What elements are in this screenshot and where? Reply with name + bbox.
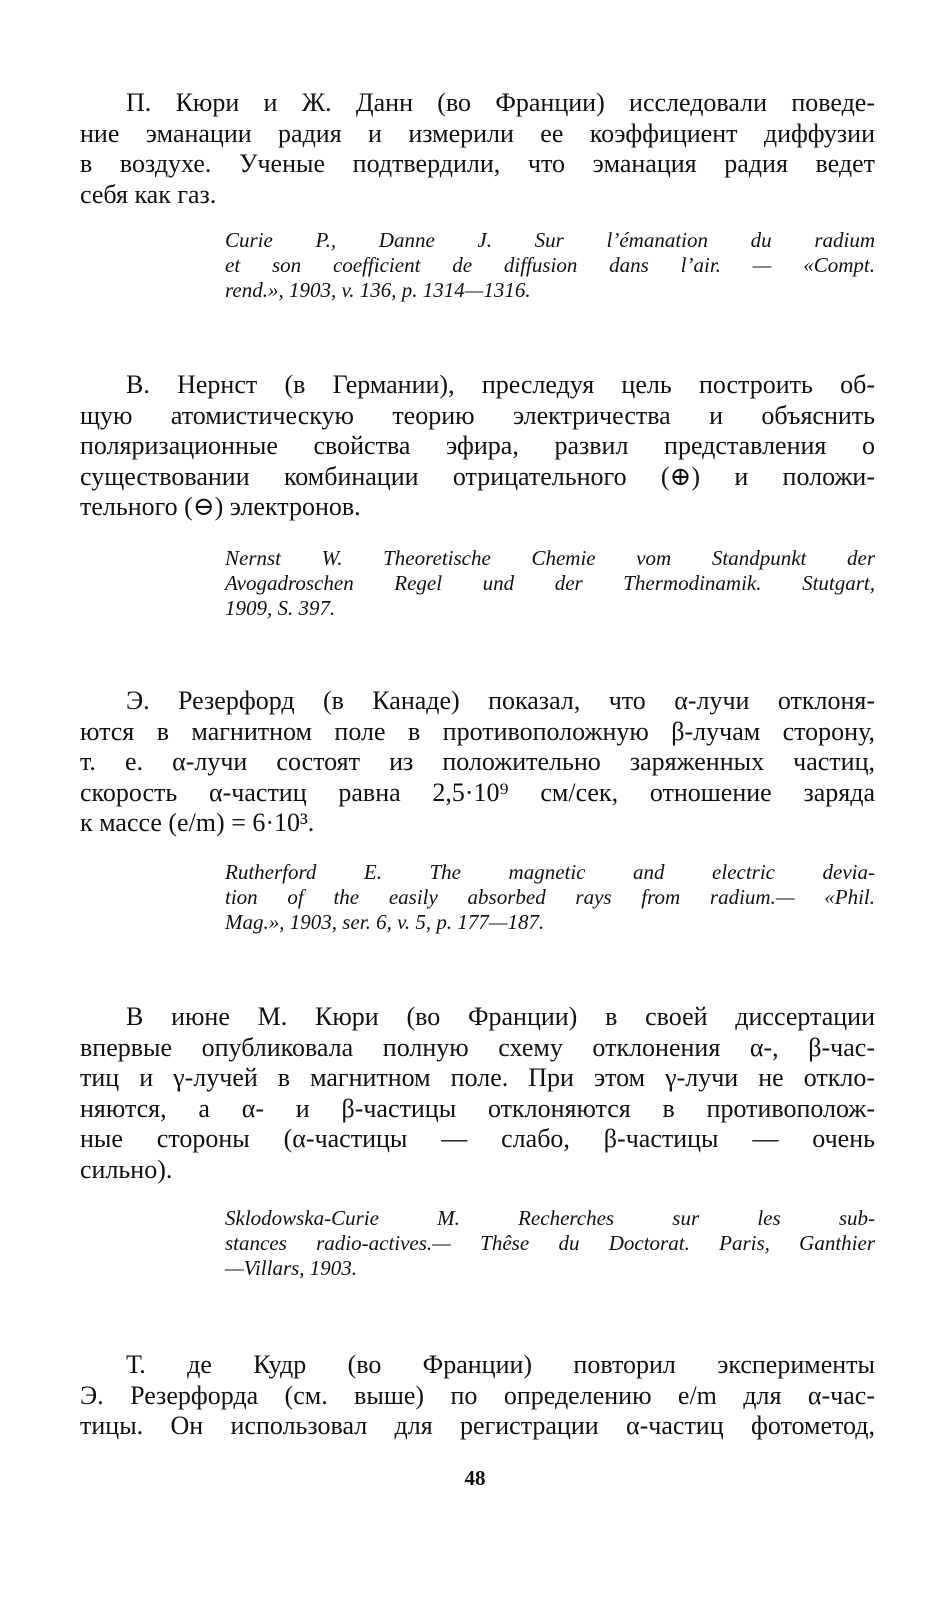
text-line: впервые опубликовала полную схему отклонения α-, β-час- bbox=[80, 1032, 875, 1062]
entry-1-paragraph bbox=[80, 88, 875, 210]
text-line: существовании комбинации отрицательного (⊕) и положи- bbox=[80, 461, 875, 491]
entry-1-reference bbox=[225, 228, 875, 303]
entry-2-reference bbox=[225, 546, 875, 621]
ref-line: Avogadroschen Regel und der Thermodinamik. Stutgart, bbox=[225, 571, 875, 595]
text-line: Т. де Кудр (во Франции) повторил эксперименты bbox=[126, 1350, 875, 1379]
text-line: тельного (⊖) электронов. bbox=[80, 492, 361, 521]
text-line: скорость α-частиц равна 2,5·10⁹ см/сек, отношение заряда bbox=[80, 777, 875, 807]
entry-2-paragraph bbox=[80, 370, 875, 523]
text-line: В июне М. Кюри (во Франции) в своей диссертации bbox=[126, 1002, 875, 1031]
text-line: Э. Резерфорд (в Канаде) показал, что α-лучи отклоня- bbox=[126, 686, 875, 715]
ref-line: Mag.», 1903, ser. 6, v. 5, p. 177—187. bbox=[225, 910, 545, 934]
text-line: В. Нернст (в Германии), преследуя цель построить об- bbox=[126, 370, 875, 399]
ref-line: Nernst W. Theoretische Chemie vom Standpunkt der bbox=[225, 546, 875, 570]
text-line: т. е. α-лучи состоят из положительно заряженных частиц, bbox=[80, 747, 875, 776]
text-line: няются, а α- и β-частицы отклоняются в противополож- bbox=[80, 1093, 875, 1123]
page-number: 48 bbox=[464, 1466, 486, 1490]
ref-line: tion of the easily absorbed rays from radium.— «Phil. bbox=[225, 885, 875, 909]
text-line: ные стороны (α-частицы — слабо, β-частицы — очень bbox=[80, 1124, 875, 1153]
entry-4-reference bbox=[225, 1206, 875, 1281]
text-line: щую атомистическую теорию электричества и объяснить bbox=[80, 400, 875, 430]
text-line: в воздухе. Ученые подтвердили, что эманация радия ведет bbox=[80, 149, 875, 178]
entry-3-paragraph bbox=[80, 686, 875, 839]
text-line: ние эманации радия и измерили ее коэффициент диффузии bbox=[80, 118, 875, 148]
entry-3-reference bbox=[225, 860, 875, 935]
ref-line: rend.», 1903, v. 136, p. 1314—1316. bbox=[225, 278, 531, 302]
text-line: тицы. Он использовал для регистрации α-частиц фотометод, bbox=[80, 1411, 875, 1440]
ref-line: 1909, S. 397. bbox=[225, 596, 336, 620]
ref-line: Sklodowska-Curie M. Recherches sur les sub- bbox=[225, 1206, 875, 1230]
text-line: сильно). bbox=[80, 1154, 173, 1184]
ref-line: Rutherford E. The magnetic and electric devia- bbox=[225, 860, 875, 884]
entry-4-paragraph bbox=[80, 1002, 875, 1185]
text-line: к массе (e/m) = 6·10³. bbox=[80, 808, 315, 837]
text-line: поляризационные свойства эфира, развил представления о bbox=[80, 431, 875, 460]
text-line: Э. Резерфорда (см. выше) по определению e/m для α-час- bbox=[80, 1380, 875, 1410]
text-line: П. Кюри и Ж. Данн (во Франции) исследовали поведе- bbox=[126, 88, 875, 117]
ref-line: et son coefficient de diffusion dans l’air. — «Compt. bbox=[225, 253, 875, 277]
text-line: тиц и γ-лучей в магнитном поле. При этом γ-лучи не откло- bbox=[80, 1063, 875, 1092]
ref-line: stances radio-actives.— Thêse du Doctorat. Paris, Ganthier bbox=[225, 1231, 875, 1255]
text-line: себя как газ. bbox=[80, 179, 217, 209]
entry-5-paragraph bbox=[80, 1350, 875, 1442]
text-line: ются в магнитном поле в противоположную β-лучам сторону, bbox=[80, 716, 875, 746]
ref-line: —Villars, 1903. bbox=[225, 1256, 358, 1280]
ref-line: Curie P., Danne J. Sur l’émanation du radium bbox=[225, 228, 875, 252]
